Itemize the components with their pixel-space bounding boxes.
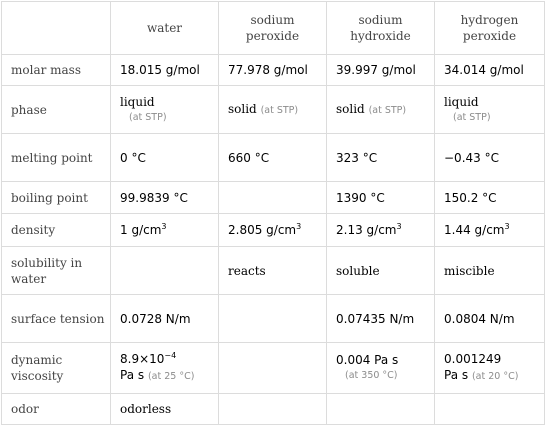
cell <box>219 394 327 425</box>
cell <box>435 394 545 425</box>
cell: miscible <box>435 247 545 295</box>
table-row <box>2 295 545 343</box>
cell-note: (at STP) <box>368 104 407 116</box>
cell: 0.0728 N/m <box>111 295 219 343</box>
header-row <box>2 2 545 55</box>
cell <box>435 214 545 247</box>
cell-value: 2.13 g/cm <box>336 223 397 237</box>
exponent: 3 <box>504 222 510 231</box>
cell-value: 2.805 g/cm <box>228 223 297 237</box>
exponent: −4 <box>164 351 177 360</box>
cell-note: (at STP) <box>129 111 167 123</box>
cell <box>435 343 545 394</box>
exponent: 3 <box>296 222 302 231</box>
cell: 0 °C <box>111 134 219 182</box>
cell: 150.2 °C <box>435 182 545 214</box>
exponent: 3 <box>396 222 402 231</box>
cell-value: liquid <box>444 94 479 109</box>
cell <box>111 247 219 295</box>
cell-unit: Pa s <box>444 368 469 382</box>
row-label: solubility in water <box>2 247 111 295</box>
corner-cell <box>2 2 111 55</box>
cell: soluble <box>327 247 435 295</box>
cell-note: (at 20 °C) <box>471 371 519 382</box>
cell <box>327 214 435 247</box>
cell <box>327 343 435 394</box>
cell-note: (at 25 °C) <box>147 371 195 382</box>
column-header-hydrogen-peroxide: hydrogen peroxide <box>435 2 545 55</box>
cell: 99.9839 °C <box>111 182 219 214</box>
cell <box>111 214 219 247</box>
cell-value: 0.004 Pa s <box>336 353 399 367</box>
cell-unit: Pa s <box>120 368 145 382</box>
cell: −0.43 °C <box>435 134 545 182</box>
cell <box>219 86 327 134</box>
table-row <box>2 343 545 394</box>
properties-table <box>1 1 545 425</box>
cell: reacts <box>219 247 327 295</box>
cell <box>219 295 327 343</box>
cell: 34.014 g/mol <box>435 55 545 86</box>
row-label: dynamic viscosity <box>2 343 111 394</box>
cell <box>111 86 219 134</box>
table-row <box>2 86 545 134</box>
cell: 0.07435 N/m <box>327 295 435 343</box>
cell: 18.015 g/mol <box>111 55 219 86</box>
cell-value: 0.001249 <box>444 352 502 366</box>
cell: odorless <box>111 394 219 425</box>
row-label: odor <box>2 394 111 425</box>
cell <box>435 86 545 134</box>
row-label: phase <box>2 86 111 134</box>
cell-value: 1 g/cm <box>120 223 162 237</box>
cell-note: (at 350 °C) <box>345 370 398 381</box>
row-label: surface tension <box>2 295 111 343</box>
table-row <box>2 55 545 86</box>
table-row <box>2 394 545 425</box>
cell: 39.997 g/mol <box>327 55 435 86</box>
cell-value: 8.9×10 <box>120 352 165 366</box>
cell: 77.978 g/mol <box>219 55 327 86</box>
column-header-sodium-hydroxide: sodium hydroxide <box>327 2 435 55</box>
table-row <box>2 134 545 182</box>
row-label: boiling point <box>2 182 111 214</box>
table-row <box>2 247 545 295</box>
cell <box>219 343 327 394</box>
cell: 660 °C <box>219 134 327 182</box>
exponent: 3 <box>161 222 167 231</box>
column-header-sodium-peroxide: sodium peroxide <box>219 2 327 55</box>
cell: 1390 °C <box>327 182 435 214</box>
cell <box>111 343 219 394</box>
cell-value: liquid <box>120 94 155 109</box>
row-label: density <box>2 214 111 247</box>
column-header-water: water <box>111 2 219 55</box>
table-row <box>2 214 545 247</box>
cell: 0.0804 N/m <box>435 295 545 343</box>
cell <box>327 86 435 134</box>
row-label: melting point <box>2 134 111 182</box>
cell-value: 1.44 g/cm <box>444 223 505 237</box>
row-label: molar mass <box>2 55 111 86</box>
cell-value: solid <box>228 101 257 116</box>
cell <box>327 394 435 425</box>
cell-note: (at STP) <box>453 111 491 123</box>
cell: 323 °C <box>327 134 435 182</box>
table-row <box>2 182 545 214</box>
cell <box>219 182 327 214</box>
cell-note: (at STP) <box>260 104 299 116</box>
cell <box>219 214 327 247</box>
cell-value: solid <box>336 101 365 116</box>
